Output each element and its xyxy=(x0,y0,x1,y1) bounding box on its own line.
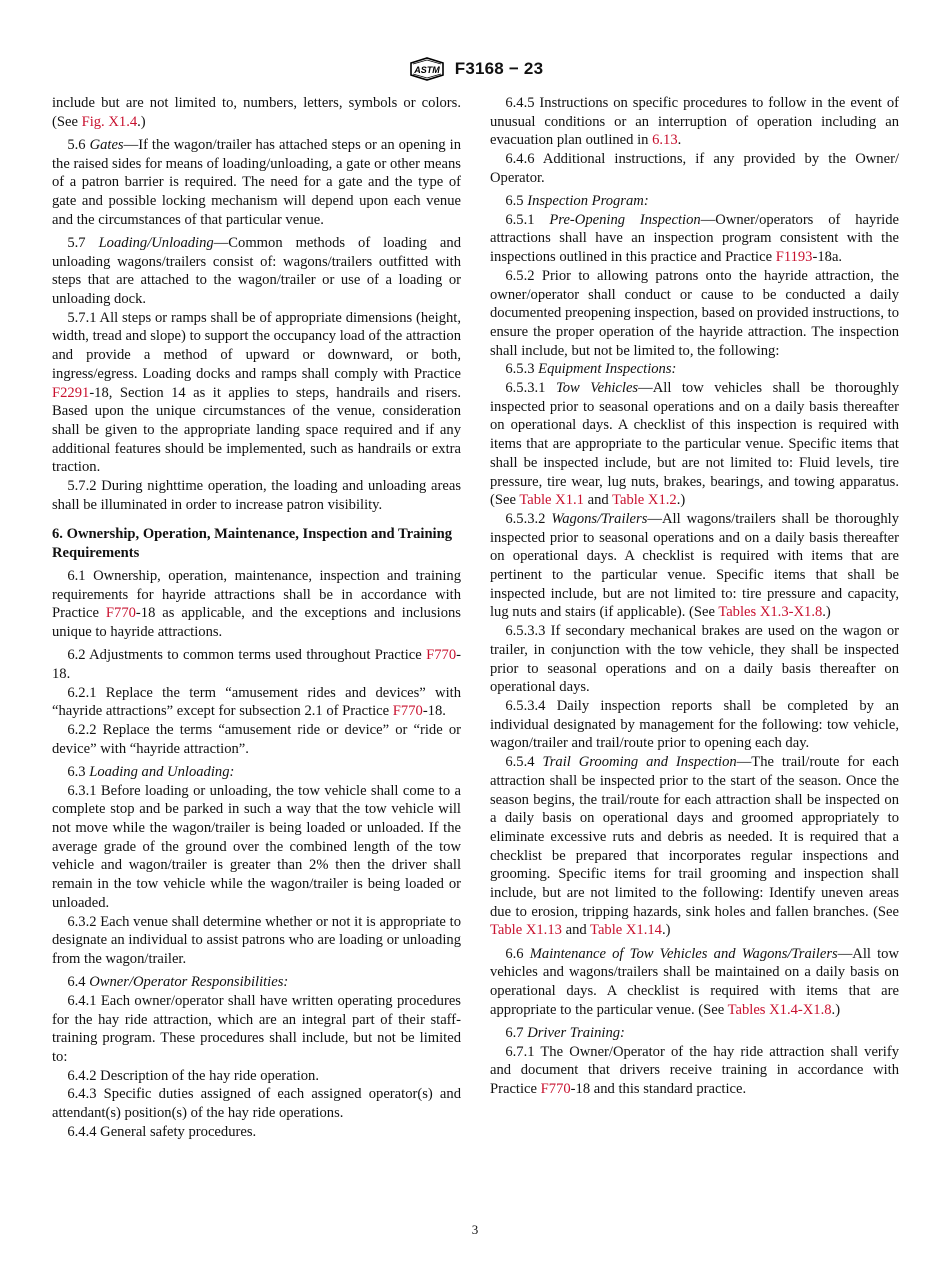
logo-text: ASTM xyxy=(414,65,440,75)
paragraph-6-4-1: 6.4.1 Each owner/operator shall have written operating procedures for the hay ride attraction, which are an integral part of their staff-training program. These procedures shall include, but not be limited to: xyxy=(52,992,461,1065)
f2291-link[interactable]: F2291 xyxy=(52,384,90,401)
paragraph-6-5-3-1: 6.5.3.1 Tow Vehicles—All tow vehicles shall be thoroughly inspected prior to seasonal operations and on a daily basis thereafter on operational days. A checklist of this inspection is required with items that are appropriate to the particular venue. Specific items that shall be inspected include, but are not limited to: Fluid levels, tire pressure, tire wear, lug nuts, brakes, bearings, and towing apparatus. (See Table X1.1 and Table X1.2.) xyxy=(490,380,900,509)
table-x1-14-link[interactable]: Table X1.14 xyxy=(590,922,662,939)
paragraph-6-2-1: 6.2.1 Replace the term “amusement rides and devices” with “hayride attractions” except for subsection 2.1 of Practice F770-18. xyxy=(52,684,461,720)
paragraph-6-5-3-2: 6.5.3.2 Wagons/Trailers—All wagons/trailers shall be thoroughly inspected prior to seasonal operations and on a daily basis thereafter on operational days. A checklist is required with items that are pertinent to the particular venue. Specific items that shall be inspected include, but are not limited to: tire pressure and capacity, lug nuts and stairs (if applicable). (See Tables X1.3-X1.8.) xyxy=(490,510,899,621)
f770-link[interactable]: F770 xyxy=(426,647,457,664)
left-column xyxy=(52,94,461,1141)
paragraph-5-7-1: 5.7.1 All steps or ramps shall be of appropriate dimensions (height, width, tread and slope) to support the occupancy load of the attraction and provide a method of upward or downward, or both, ingress/egress. Loading docks and ramps shall comply with Practice F2291-18, Section 14 as it applies to steps, handrails and risers. Based upon the unique circumstances of the venue, consideration shall be given to the appropriate landing space required and if any additional features should be implemented, such as handrails or extra traction. xyxy=(52,309,461,476)
paragraph-6-4: 6.4 Owner/Operator Responsibilities: xyxy=(67,974,289,991)
tables-x1-3-x1-8-link[interactable]: Tables X1.3-X1.8 xyxy=(718,604,823,621)
paragraph-6-5-3-4: 6.5.3.4 Daily inspection reports shall be completed by an individual designated by management for the following: tow vehicle, wagon/trailer and trail/route prior to opening each day. xyxy=(490,698,899,752)
paragraph-6-3-1: 6.3.1 Before loading or unloading, the tow vehicle shall come to a complete stop and be parked in such a way that the tow vehicle will not move while the wagon/trailer is being loaded or unloaded. If the average grade of the ground over the combined length of the tow vehicle and wagon/trailer is greater than 2% then the driver shall remain in the tow vehicle while the wagon/trailer is being loaded or unloaded. xyxy=(52,782,461,911)
table-x1-13-link[interactable]: Table X1.13 xyxy=(490,922,562,939)
document-id: F3168 − 23 xyxy=(454,59,544,78)
paragraph-6-7: 6.7 Driver Training: xyxy=(505,1024,625,1041)
page-header xyxy=(0,57,950,81)
page-number: 3 xyxy=(471,1222,479,1237)
paragraph-6-4-4: 6.4.4 General safety procedures. xyxy=(67,1123,257,1140)
paragraph-5-5-cont: include but are not limited to, numbers, letters, symbols or colors. (See Fig. X1.4.) xyxy=(52,95,461,130)
f770-link[interactable]: F770 xyxy=(540,1081,571,1098)
paragraph-5-7-2: 5.7.2 During nighttime operation, the loading and unloading areas shall be illuminated in order to increase patron visibility. xyxy=(52,478,461,513)
f770-link[interactable]: F770 xyxy=(105,605,136,622)
paragraph-6-3: 6.3 Loading and Unloading: xyxy=(67,763,235,780)
paragraph-6-1: 6.1 Ownership, operation, maintenance, inspection and training requirements for hayride attractions shall be in accordance with Practice F770-18 as applicable, and the exceptions and inclusions unique to hayride attractions. xyxy=(52,567,461,640)
section-6-heading: 6. Ownership, Operation, Maintenance, Inspection and Training Requirements xyxy=(52,526,453,562)
paragraph-6-5-3: 6.5.3 Equipment Inspections: xyxy=(505,361,677,378)
astm-logo-icon xyxy=(407,57,447,81)
paragraph-6-5-3-3: 6.5.3.3 If secondary mechanical brakes are used on the wagon or trailer, in conjunction with the tow vehicle, they shall be inspected prior to seasonal operations and on a daily basis thereafter on operational days. xyxy=(490,623,899,696)
paragraph-6-3-2: 6.3.2 Each venue shall determine whether or not it is appropriate to designate an individual to assist patrons who are loading or unloading from the wagon/trailer. xyxy=(52,913,461,967)
tables-x1-4-x1-8-link[interactable]: Tables X1.4-X1.8 xyxy=(727,1001,832,1018)
f1193-link[interactable]: F1193 xyxy=(775,249,813,266)
paragraph-6-4-2: 6.4.2 Description of the hay ride operation. xyxy=(67,1067,319,1084)
table-x1-2-link[interactable]: Table X1.2 xyxy=(612,492,677,509)
paragraph-6-4-5: 6.4.5 Instructions on specific procedures to follow in the event of unusual conditions or an interruption of operation including an evacuation plan outlined in 6.13. xyxy=(490,95,899,149)
paragraph-6-4-6: 6.4.6 Additional instructions, if any provided by the Owner/ Operator. xyxy=(490,151,899,186)
paragraph-6-6: 6.6 Maintenance of Tow Vehicles and Wagons/Trailers—All tow vehicles and wagons/trailers shall be maintained on a daily basis on operational days. A checklist is required with items that are appropriate to the particular venue. (See Tables X1.4-X1.8.) xyxy=(490,945,900,1018)
paragraph-6-2: 6.2 Adjustments to common terms used throughout Practice F770-18. xyxy=(52,647,461,682)
paragraph-6-5: 6.5 Inspection Program: xyxy=(505,193,649,210)
right-column xyxy=(490,94,899,1099)
paragraph-6-5-4: 6.5.4 Trail Grooming and Inspection—The trail/route for each attraction shall be inspected prior to the start of the season. Once the season begins, the trail/route for each attraction shall be inspected on a daily basis on operational days and groomed appropriately to eliminate excessive ruts and debris as needed. It is required that a checklist be prepared that incorporates regular inspections and grooming. Specific items for trail grooming and inspection shall include, but are not limited to the following: Identify uneven areas due to erosion, tripping hazards, sink holes and fallen branches. (See Table X1.13 and Table X1.14.) xyxy=(490,754,900,939)
paragraph-6-5-1: 6.5.1 Pre-Opening Inspection—Owner/operators of hayride attractions shall have an inspection program consistent with the inspections outlined in this practice and Practice F1193-18a. xyxy=(490,211,900,266)
f770-link[interactable]: F770 xyxy=(392,703,423,720)
fig-x1-4-link[interactable]: Fig. X1.4 xyxy=(81,113,138,130)
table-x1-1-link[interactable]: Table X1.1 xyxy=(519,492,584,509)
paragraph-6-2-2: 6.2.2 Replace the terms “amusement ride or device” or “ride or device” with “hayride attraction”. xyxy=(52,722,461,757)
paragraph-6-7-1: 6.7.1 The Owner/Operator of the hay ride attraction shall verify and document that drivers receive training in accordance with Practice F770-18 and this standard practice. xyxy=(490,1043,899,1098)
paragraph-5-6: 5.6 Gates—If the wagon/trailer has attached steps or an opening in the raised sides for means of loading/unloading, a gate or other means of a patron barrier is required. The need for a gate and the type of gate and possible locking mechanism will depend upon each venue and the circumstances of that particular venue. xyxy=(52,136,461,228)
section-6-13-link[interactable]: 6.13 xyxy=(652,132,678,149)
paragraph-6-4-3: 6.4.3 Specific duties assigned of each assigned operator(s) and attendant(s) position(s) of the hay ride operations. xyxy=(52,1086,461,1122)
paragraph-5-7: 5.7 Loading/Unloading—Common methods of loading and unloading wagons/trailers consist of: wagons/trailers outfitted with steps that are attached to the wagon/trailer or use of a loading or unloading dock. xyxy=(52,234,461,308)
paragraph-6-5-2: 6.5.2 Prior to allowing patrons onto the hayride attraction, the owner/operator shall conduct or cause to be conducted a daily documented preopening inspection, based on provided instructions, to ensure the proper operation of the hayride attraction. The inspection shall include, but not be limited to, the following: xyxy=(490,267,899,359)
